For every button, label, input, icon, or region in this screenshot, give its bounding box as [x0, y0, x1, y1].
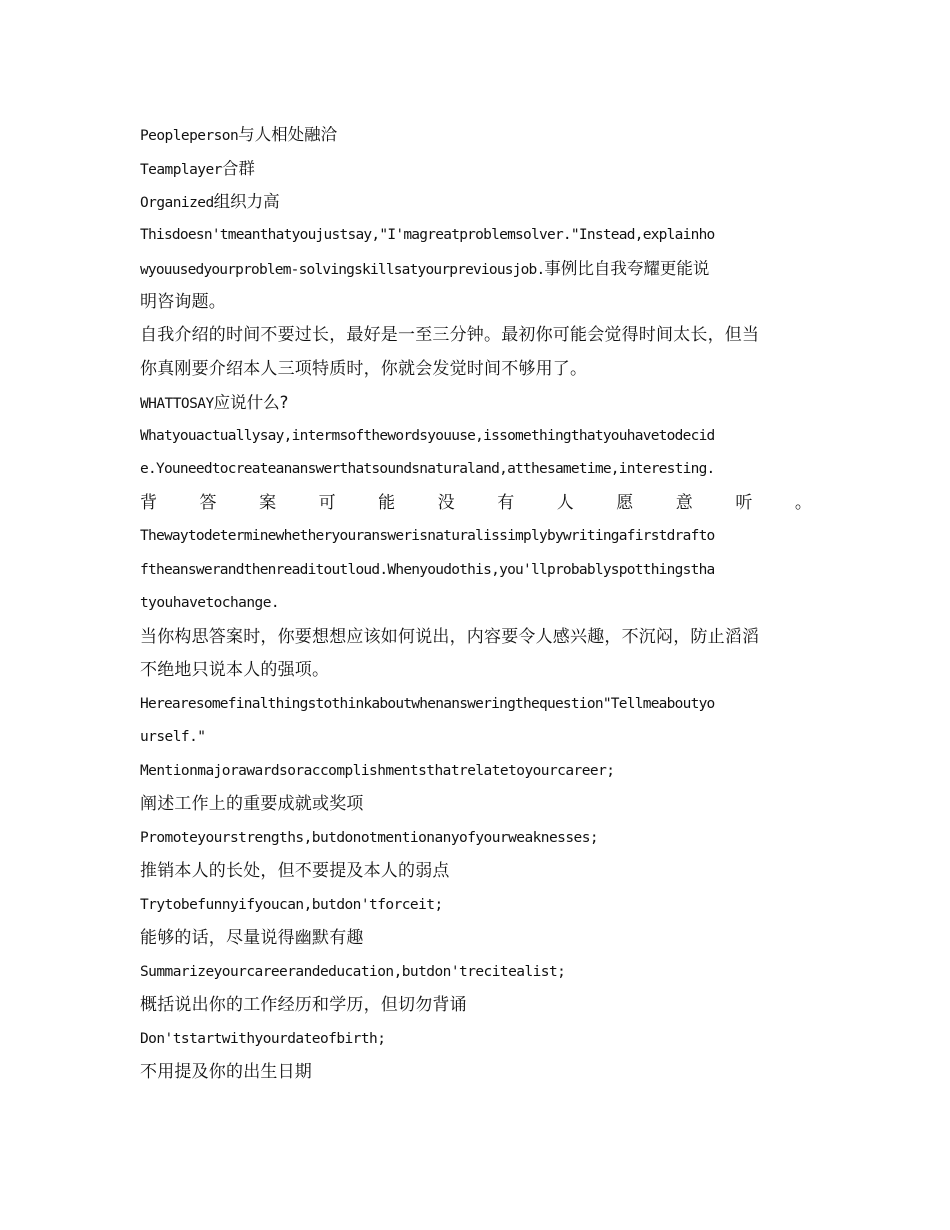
tip-zh: 概括说出你的工作经历和学历，但切勿背诵: [140, 995, 467, 1015]
tip-zh: 能够的话，尽量说得幽默有趣: [140, 928, 364, 948]
tip-en: Summarizeyourcareerandeducation,butdon'trecitealist;: [140, 963, 566, 980]
trait-people-person: [140, 118, 812, 152]
trait-zh: 与人相处融洽: [238, 125, 338, 144]
tip-zh: 不用提及你的出生日期: [140, 1062, 312, 1082]
char: 答: [199, 492, 217, 513]
trait-organized: [140, 185, 812, 219]
paragraph-line: 当你构思答案时，你要想想应该如何说出，内容要令人感兴趣，不沉闷，防止滔滔: [140, 626, 760, 647]
char: 有: [497, 492, 515, 513]
char: 人: [556, 492, 574, 513]
tip-en: Mentionmajorawardsoraccomplishmentsthatrelatetoyourcareer;: [140, 762, 615, 779]
document-body: [140, 118, 812, 1090]
char: 没: [437, 492, 455, 513]
tip-en: Don'tstartwithyourdateofbirth;: [140, 1030, 386, 1047]
char: 背: [140, 492, 157, 513]
char: 。: [794, 492, 812, 513]
tip-en: Promoteyourstrengths,butdonotmentionanyofyourweaknesses;: [140, 829, 599, 846]
trait-zh: 组织力高: [213, 192, 280, 211]
heading-zh: 应说什么?: [213, 393, 289, 412]
paragraph-line: 自我介绍的时间不要过长，最好是一至三分钟。最初你可能会觉得时间太长，但当: [140, 325, 760, 345]
paragraph-line: e.Youneedtocreateananswerthatsoundsnaturaland,atthesametime,interesting.: [140, 461, 715, 477]
section-heading: [140, 386, 812, 420]
char: 可: [318, 492, 336, 513]
paragraph-line: urself.": [140, 729, 206, 745]
paragraph-line: Herearesomefinalthingstothinkaboutwhenansweringthequestion"Tellmeaboutyo: [140, 695, 715, 712]
paragraph-line: Thewaytodeterminewhetheryouranswerisnaturalissimplybywritingafirstdraftо: [140, 528, 715, 544]
tip-zh: 推销本人的长处，但不要提及本人的弱点: [140, 861, 450, 881]
justified-line: [140, 487, 812, 521]
char: 意: [675, 492, 693, 513]
heading-en: WHATTOSAY: [140, 396, 214, 412]
trait-team-player: [140, 152, 812, 186]
trait-en: Peopleperson: [140, 128, 239, 144]
paragraph-line: tyouhavetochange.: [140, 595, 280, 611]
trait-zh: 合群: [221, 158, 255, 178]
char: 能: [378, 492, 396, 513]
char: 愿: [616, 492, 634, 513]
char: 听: [735, 492, 753, 513]
paragraph-zh: 事例比自我夸耀更能说: [544, 259, 710, 278]
char: 案: [259, 492, 277, 513]
trait-en: Organized: [140, 195, 214, 211]
paragraph-line: 明咨询题。: [140, 291, 226, 312]
paragraph-line: Whatyouactuallysay,intermsofthewordsyouuse,issomethingthatyouhavetodecid: [140, 427, 715, 444]
tip-zh: 阐述工作上的重要成就或奖项: [140, 794, 364, 814]
trait-en: Teamplayer: [140, 161, 222, 178]
paragraph-line: 你真刚要介绍本人三项特质时，你就会发觉时间不够用了。: [140, 358, 588, 379]
tip-en: Trytobefunnyifyoucan,butdon'tforceit;: [140, 896, 443, 913]
paragraph-line: ftheanswerandthenreaditoutloud.Whenyoudothis,you'llprobablyspotthingstha: [140, 561, 715, 578]
paragraph-line: [140, 252, 812, 286]
paragraph-line: 不绝地只说本人的强项。: [140, 660, 330, 680]
paragraph-line: Thisdoesn'tmeanthatyoujustsay,"I'magreatproblemsolver."Instead,explainho: [140, 226, 715, 243]
paragraph-en: wyouusedyourproblem-solvingskillsatyourpreviousjob.: [140, 262, 545, 278]
